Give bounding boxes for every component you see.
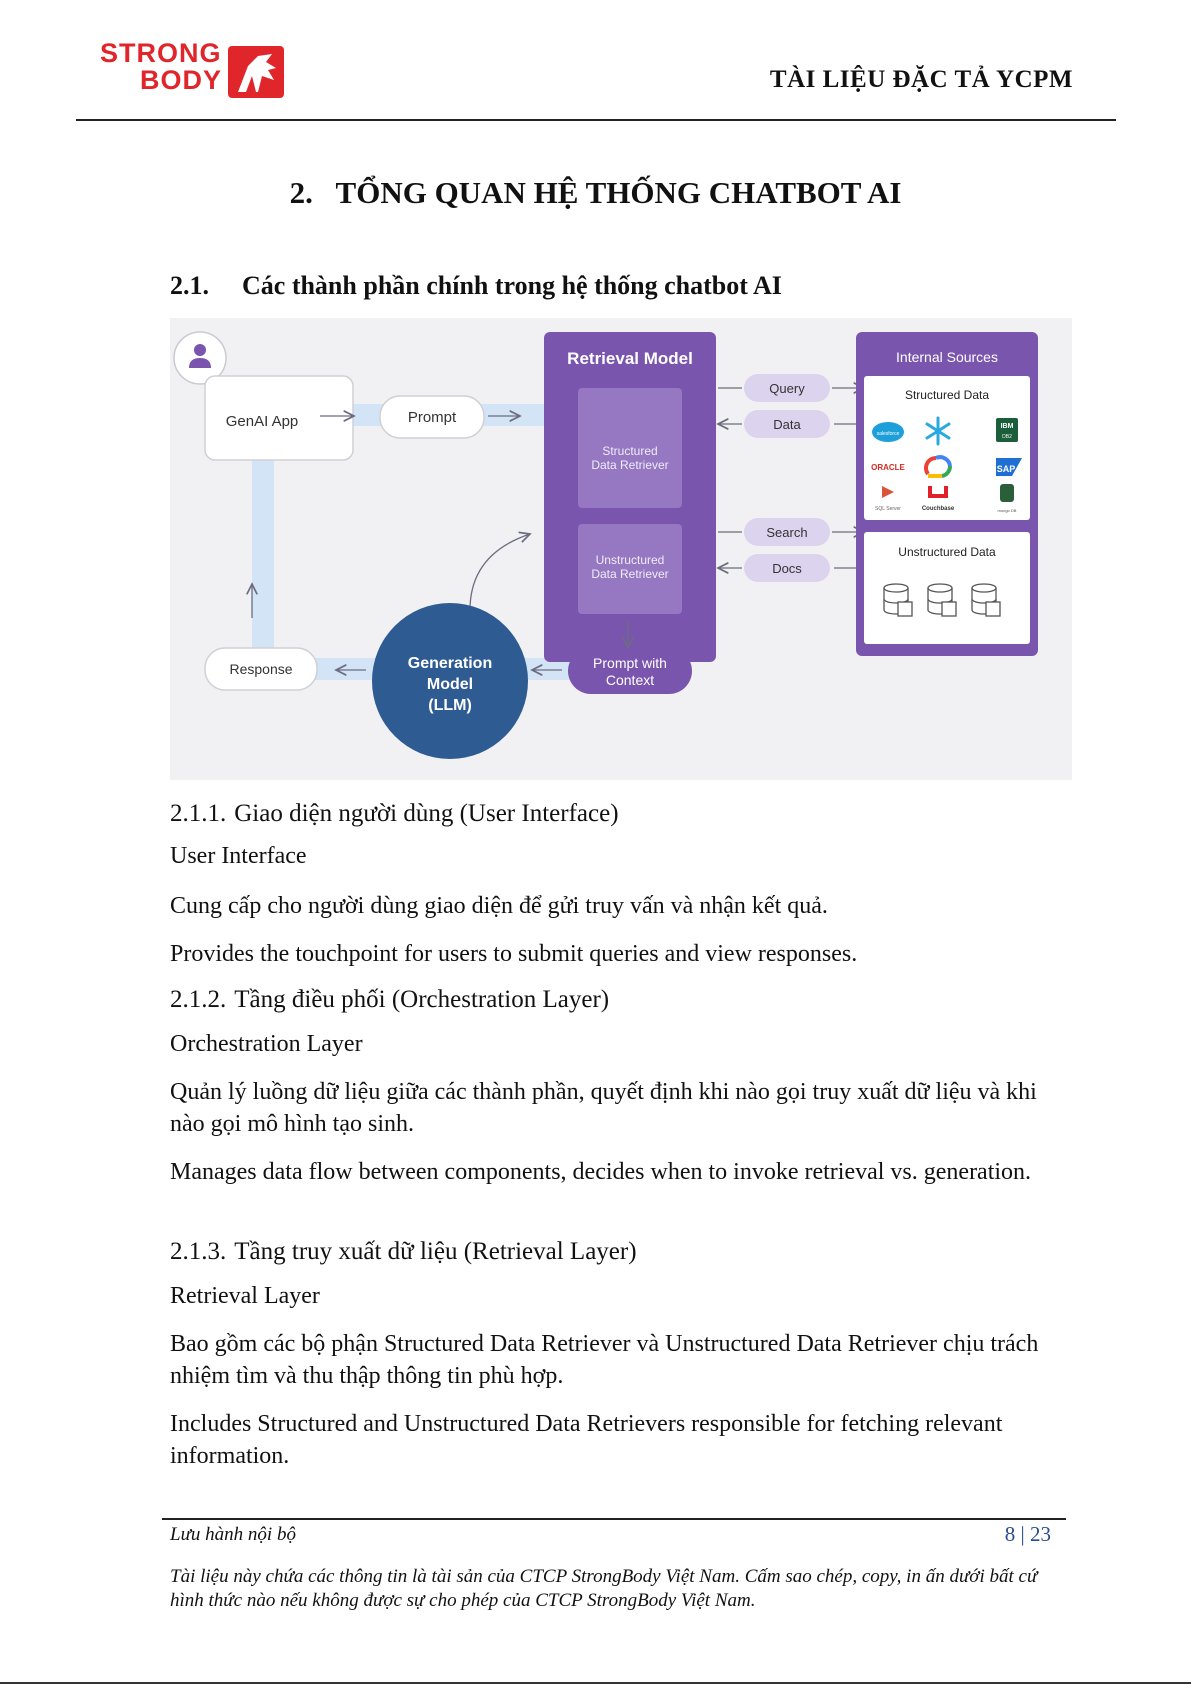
structured-data-label: Structured Data: [904, 388, 990, 402]
response-label: Response: [229, 661, 293, 677]
section-heading: 2. TỔNG QUAN HỆ THỐNG CHATBOT AI: [289, 175, 902, 210]
salesforce-icon: [872, 422, 904, 442]
architecture-diagram-svg: [170, 318, 1072, 780]
sap-logo-text: SAP: [996, 464, 1016, 474]
mongodb-icon: [998, 484, 1017, 513]
mongo-logo-text: mongo DB: [997, 508, 1017, 513]
item-desc-en: Manages data flow between components, decides when to invoke retrieval vs. generation.: [170, 1159, 1032, 1185]
item-desc-en: Includes Structured and Unstructured Data Retrievers responsible for fetching relevant information.: [170, 1411, 1003, 1469]
horse-head-icon: [228, 46, 284, 98]
item-title: Giao diện người dùng (User Interface): [234, 800, 619, 827]
footer-divider: [162, 1518, 1066, 1520]
salesforce-logo-text: salesforce: [876, 431, 900, 437]
retrieval-model-label: Retrieval Model: [567, 349, 693, 368]
data-label: Data: [773, 417, 801, 432]
item-number: 2.1.3.: [170, 1238, 227, 1265]
company-logo: [100, 40, 290, 100]
oracle-icon: ORACLE: [871, 463, 905, 472]
ibm-logo-text: IBM: [1000, 423, 1014, 430]
generation-model-line2: Model: [426, 676, 474, 693]
document-title: TÀI LIỆU ĐẶC TẢ YCPM: [769, 66, 1073, 93]
item-title: Tầng điều phối (Orchestration Layer): [234, 986, 610, 1013]
internal-sources-label: Internal Sources: [896, 349, 998, 365]
item-subtitle: Retrieval Layer: [170, 1283, 320, 1309]
search-label: Search: [766, 525, 808, 540]
prompt-with-context-line1: Prompt with: [593, 655, 667, 671]
item-heading-orchestration: [170, 986, 609, 1014]
generation-model-line3: (LLM): [428, 697, 472, 714]
item-desc-en: Provides the touchpoint for users to submit queries and view responses.: [170, 941, 858, 967]
item-desc-vi: Bao gồm các bộ phận Structured Data Retriever và Unstructured Data Retriever chịu trách nhiệm tìm và thu thập thông tin phù hợp.: [170, 1331, 1039, 1389]
item-desc-vi: Quản lý luồng dữ liệu giữa các thành phần, quyết định khi nào gọi truy xuất dữ liệu và khi nào gọi mô hình tạo sinh.: [170, 1079, 1037, 1137]
footer-distribution-note: Lưu hành nội bộ: [170, 1524, 296, 1545]
item-number: 2.1.1.: [170, 800, 227, 827]
logo-text-strong: STRONG: [100, 38, 222, 68]
genai-app-label: GenAI App: [225, 413, 299, 430]
unstructured-retriever-line2: Data Retriever: [591, 567, 669, 581]
header-divider: [76, 119, 1116, 121]
page-number: 8 | 23: [1004, 1522, 1051, 1546]
ibm-db2-icon: [996, 418, 1018, 442]
subsection-heading: [170, 271, 782, 301]
item-subtitle: User Interface: [170, 843, 307, 869]
page-bottom-edge: [0, 1682, 1191, 1684]
couchbase-logo-text: Couchbase: [921, 506, 955, 512]
item-heading-ui: [170, 800, 619, 828]
unstructured-retriever-line1: Unstructured: [595, 553, 665, 567]
item-subtitle: Orchestration Layer: [170, 1031, 363, 1057]
prompt-label: Prompt: [407, 409, 457, 426]
query-label: Query: [769, 381, 805, 396]
structured-retriever-line2: Data Retriever: [591, 458, 669, 472]
unstructured-data-label: Unstructured Data: [898, 545, 996, 559]
docs-label: Docs: [772, 561, 802, 576]
prompt-with-context-line2: Context: [605, 672, 655, 688]
architecture-diagram: [170, 318, 1072, 780]
sqlserver-logo-text: SQL Server: [875, 506, 901, 512]
item-heading-retrieval: [170, 1238, 637, 1266]
subsection-number: 2.1.: [170, 271, 209, 300]
item-desc-vi: Cung cấp cho người dùng giao diện để gửi truy vấn và nhận kết quả.: [170, 893, 828, 919]
db2-logo-text: DB2: [1002, 434, 1012, 440]
item-number: 2.1.2.: [170, 986, 227, 1013]
logo-text-body: BODY: [140, 65, 223, 95]
structured-retriever-line1: Structured: [602, 444, 658, 458]
subsection-title: Các thành phần chính trong hệ thống chatbot AI: [242, 271, 782, 300]
item-title: Tầng truy xuất dữ liệu (Retrieval Layer): [234, 1238, 637, 1265]
generation-model-line1: Generation: [407, 655, 493, 672]
footer-confidentiality-note: Tài liệu này chứa các thông tin là tài sản của CTCP StrongBody Việt Nam. Cấm sao chép, copy, in ấn dưới bất cứ hình thức nào nếu không được sự cho phép của CTCP StrongBody Việt Nam.: [170, 1566, 1038, 1611]
